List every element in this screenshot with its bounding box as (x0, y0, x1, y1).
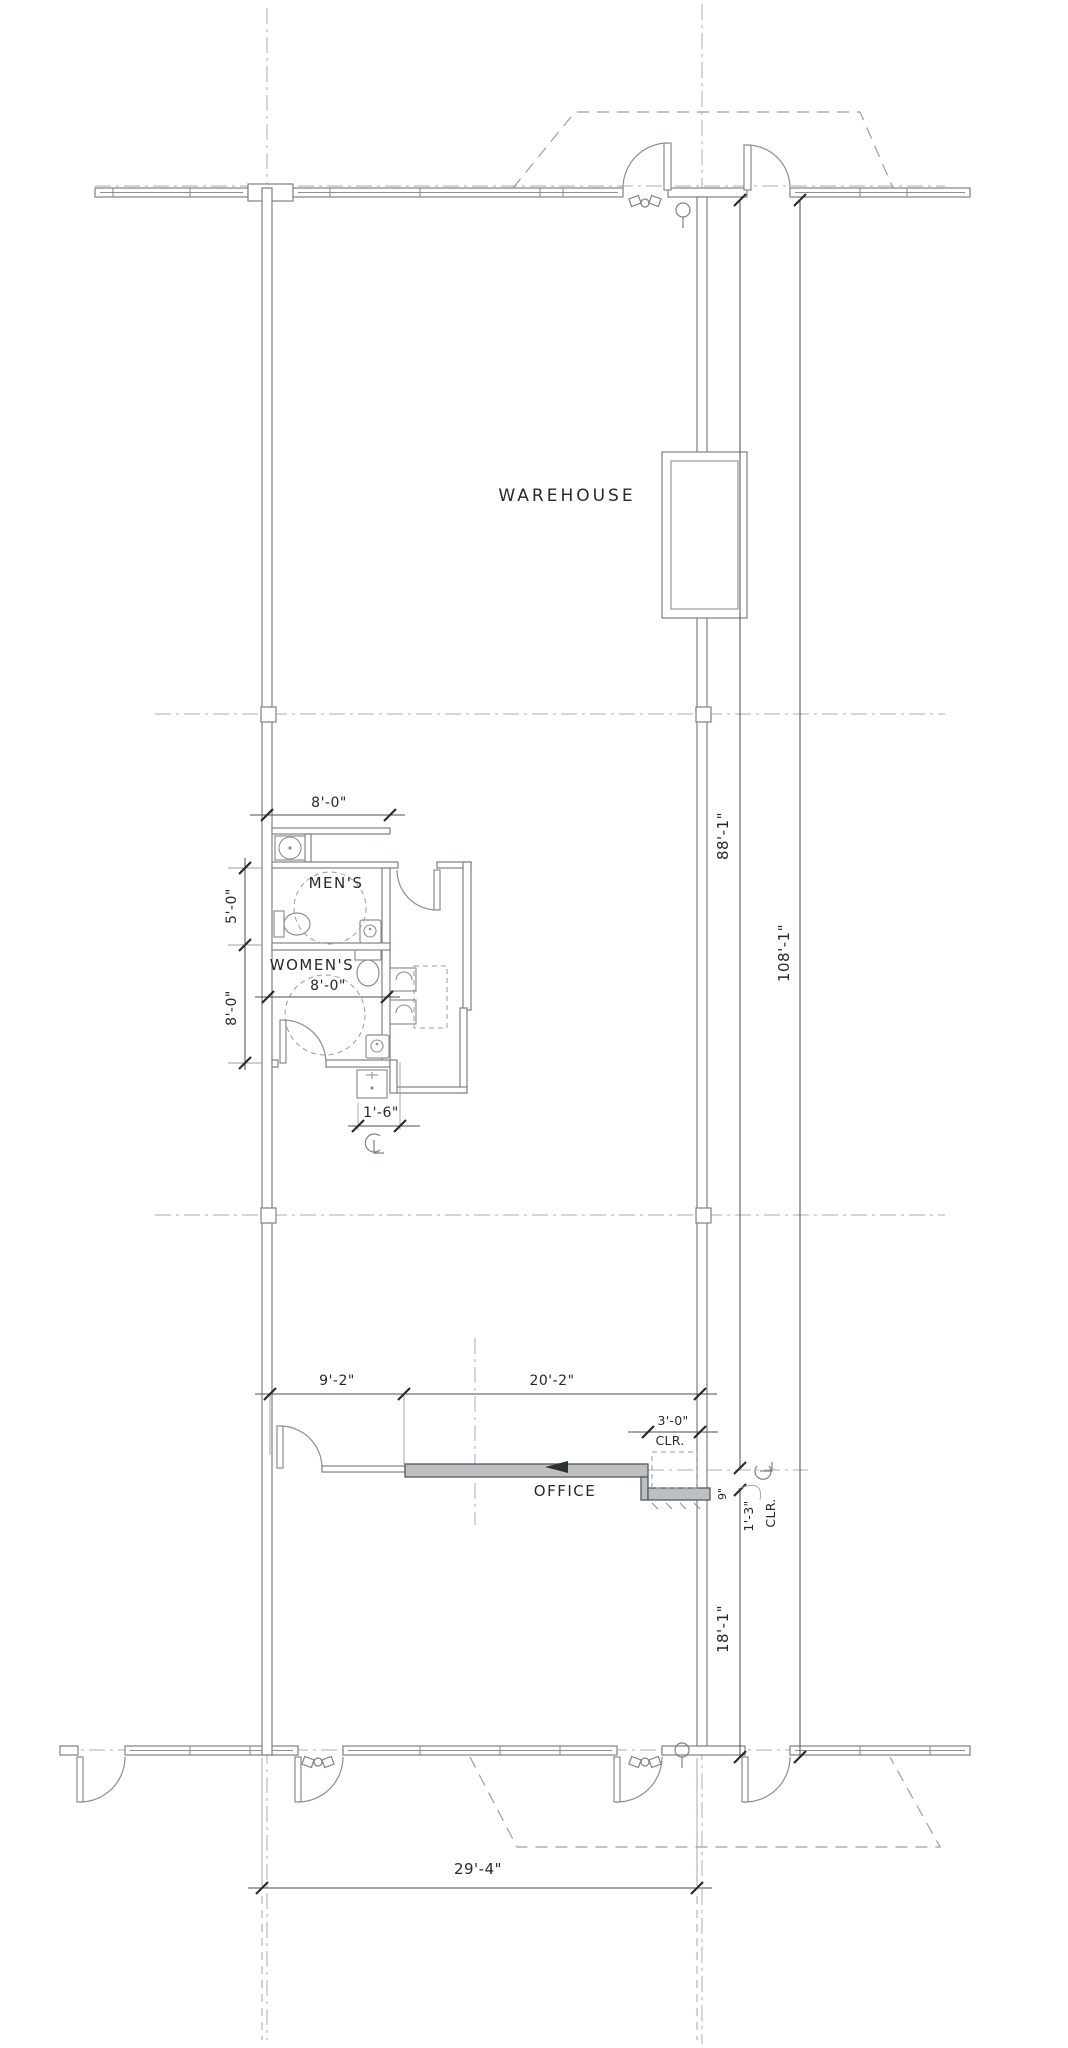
light-fixture-icon (629, 1757, 661, 1768)
dim-office-seg1: 9'-2" (319, 1373, 355, 1389)
entry-door-top-right (744, 145, 790, 190)
office-room-label: OFFICE (533, 1482, 597, 1500)
light-fixture-icon (629, 196, 661, 207)
dim-door-clearance-note: CLR. (655, 1433, 685, 1448)
keynote-symbol-icon (676, 203, 690, 228)
top-wall (95, 184, 970, 201)
exit-door-bottom-center (614, 1757, 662, 1802)
office-door (277, 1426, 322, 1468)
office-walls (322, 1452, 710, 1509)
canopy-outline-bottom (470, 1757, 940, 1847)
womens-room-label: WOMEN'S (269, 956, 355, 974)
dim-office-seg2: 20'-2" (529, 1373, 575, 1389)
bottom-wall (60, 1746, 970, 1755)
dim-womens-width: 8'-0" (310, 978, 346, 994)
dim-door-clearance: 3'-0" (657, 1413, 689, 1428)
warehouse-room-label: WAREHOUSE (498, 486, 636, 506)
dim-jamb-clearance: 1'-3" (741, 1500, 756, 1532)
dim-restroom-top-width: 8'-0" (311, 795, 347, 811)
mens-room-label: MEN'S (308, 874, 364, 892)
light-fixture-icon (302, 1757, 334, 1768)
mens-door (397, 870, 440, 910)
dim-overall-width: 29'-4" (453, 1860, 503, 1878)
dim-overall-length: 108'-1" (775, 923, 793, 983)
east-wall-opening (662, 452, 747, 618)
dim-warehouse-length: 88'-1" (714, 811, 732, 861)
centerline-symbol-icon (365, 1134, 384, 1153)
mens-lavatory (360, 920, 381, 943)
dim-office-length: 18'-1" (714, 1604, 732, 1654)
dim-wall-gap: 9" (716, 1487, 729, 1501)
east-wall (696, 197, 711, 1746)
dim-jamb-clearance-note: CLR. (763, 1498, 778, 1528)
womens-door (280, 1020, 326, 1063)
entry-door-top-left (623, 143, 671, 190)
exit-door-bottom-right (742, 1757, 790, 1802)
exit-door-bottom-far-left (77, 1757, 125, 1802)
canopy-outline-top (513, 112, 893, 188)
dim-womens-depth: 8'-0" (224, 990, 240, 1026)
womens-lavatory (366, 1035, 389, 1058)
floor-sink (357, 1070, 387, 1098)
column-grid-lines (60, 4, 945, 2044)
dim-mens-depth: 5'-0" (224, 888, 240, 924)
mop-sink (275, 836, 305, 860)
centerline-symbol-icon (755, 1462, 772, 1479)
womens-toilet (355, 950, 381, 986)
dim-mop-sink-offset: 1'-6" (363, 1105, 399, 1121)
